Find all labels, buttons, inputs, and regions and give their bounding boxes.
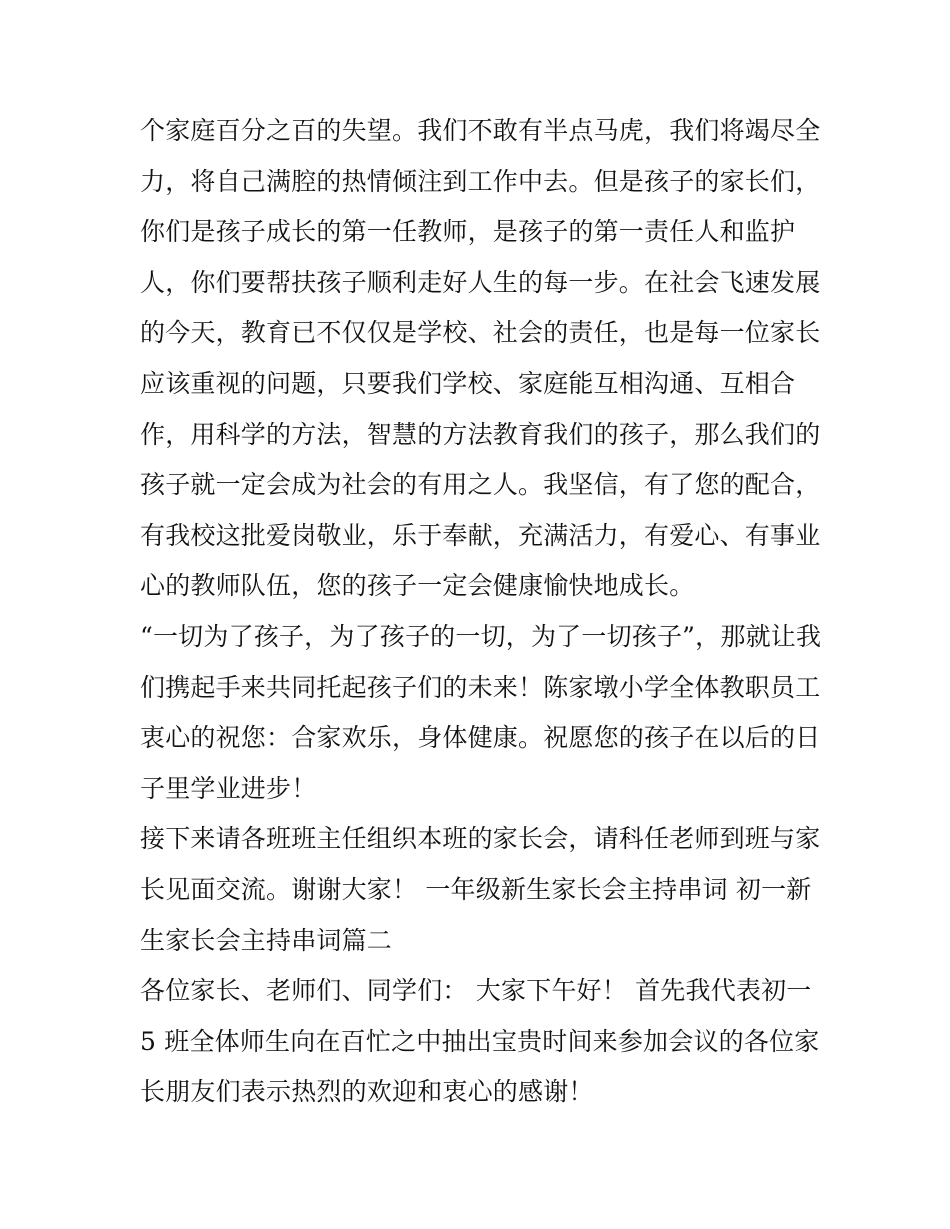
text-line: 作，用科学的方法，智慧的方法教育我们的孩子，那么我们的 <box>140 419 821 449</box>
text-line: 长见面交流。谢谢大家！ 一年级新生家长会主持串词 初一新 <box>140 874 812 904</box>
document-body <box>140 106 822 1118</box>
text-line: 个家庭百分之百的失望。我们不敢有半点马虎，我们将竭尽全 <box>140 116 821 145</box>
text-line: 应该重视的问题，只要我们学校、家庭能互相沟通、互相合 <box>140 368 796 398</box>
text-line: 各位家长、老师们、同学们： 大家下午好！ 首先我代表初一 <box>140 976 812 1006</box>
text-line: 长朋友们表示热烈的欢迎和衷心的感谢！ <box>140 1077 594 1107</box>
text-line: “一切为了孩子，为了孩子的一切，为了一切孩子”，那就让我 <box>140 621 822 651</box>
text-line: 5 班全体师生向在百忙之中抽出宝贵时间来参加会议的各位家 <box>140 1026 820 1056</box>
text-line: 力，将自己满腔的热情倾注到工作中去。但是孩子的家长们， <box>140 166 821 196</box>
text-line: 子里学业进步！ <box>140 773 317 803</box>
text-line: 衷心的祝您：合家欢乐，身体健康。祝愿您的孩子在以后的日 <box>140 723 821 753</box>
text-line: 心的教师队伍，您的孩子一定会健康愉快地成长。 <box>140 571 695 601</box>
text-line: 孩子就一定会成为社会的有用之人。我坚信，有了您的配合， <box>140 470 821 500</box>
text-line: 有我校这批爱岗敬业，乐于奉献，充满活力，有爱心、有事业 <box>140 520 821 550</box>
text-line: 接下来请各班班主任组织本班的家长会，请科任老师到班与家 <box>140 824 821 854</box>
text-line: 的今天，教育已不仅仅是学校、社会的责任，也是每一位家长 <box>140 318 821 348</box>
text-line: 生家长会主持串词篇二 <box>140 925 393 955</box>
text-line: 人，你们要帮扶孩子顺利走好人生的每一步。在社会飞速发展 <box>140 267 821 297</box>
text-line: 们携起手来共同托起孩子们的未来！陈家墩小学全体教职员工 <box>140 672 821 702</box>
text-line: 你们是孩子成长的第一任教师，是孩子的第一责任人和监护 <box>140 217 796 247</box>
